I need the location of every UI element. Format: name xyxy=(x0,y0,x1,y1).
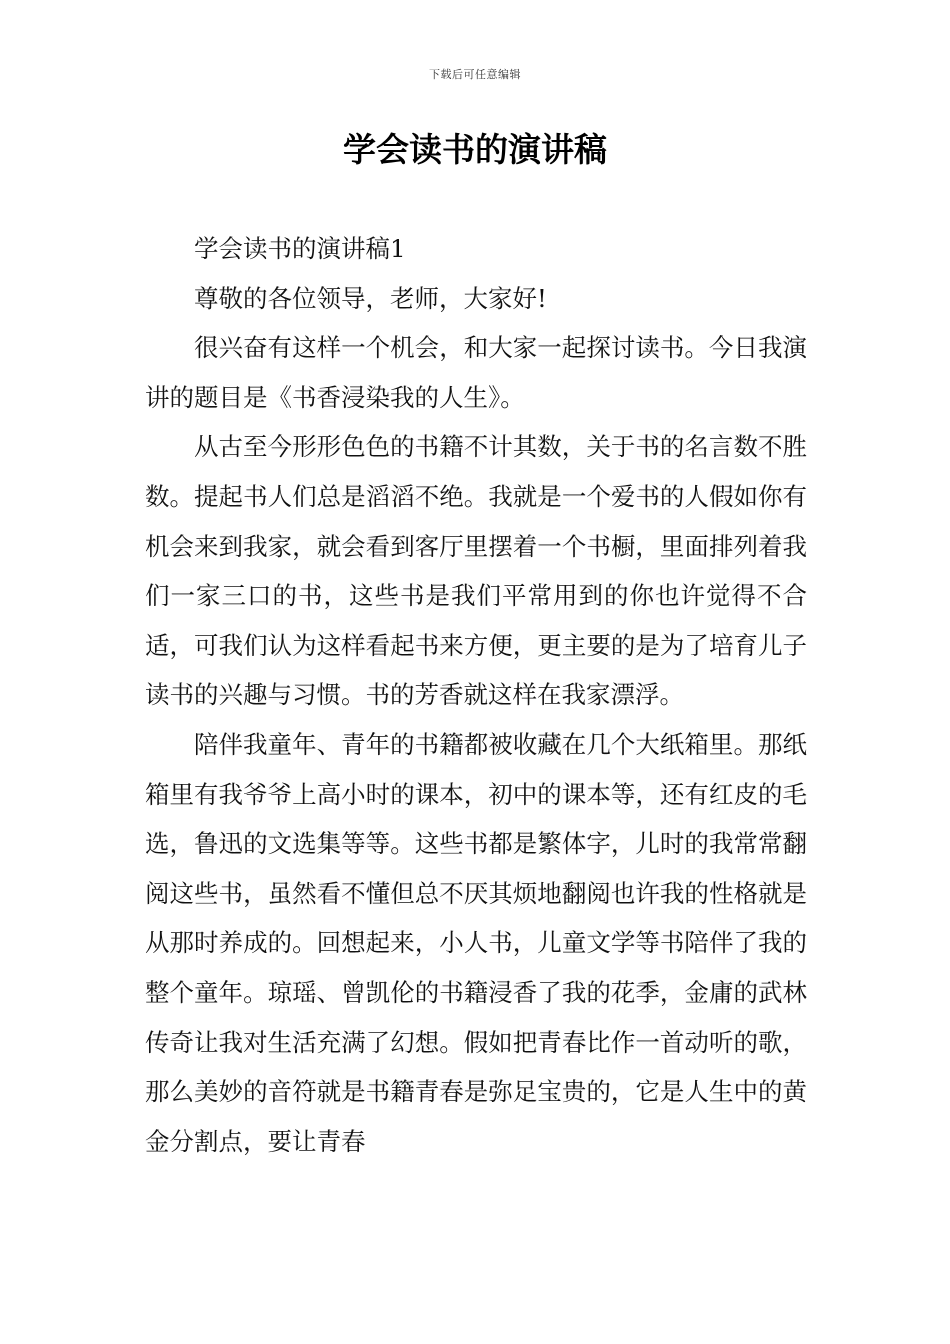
document-body xyxy=(145,224,807,1166)
paragraph: 陪伴我童年、青年的书籍都被收藏在几个大纸箱里。那纸箱里有我爷爷上高小时的课本，初中的课本等，还有红皮的毛选，鲁迅的文选集等等。这些书都是繁体字，儿时的我常常翻阅这些书，虽然看不懂但总不厌其烦地翻阅也许我的性格就是从那时养成的。回想起来，小人书，儿童文学等书陪伴了我的整个童年。琼瑶、曾凯伦的书籍浸香了我的花季，金庸的武林传奇让我对生活充满了幻想。假如把青春比作一首动听的歌，那么美妙的音符就是书籍青春是弥足宝贵的，它是人生中的黄金分割点，要让青春 xyxy=(145,729,807,1156)
header-note: 下载后可任意编辑 xyxy=(429,68,521,81)
paragraph: 很兴奋有这样一个机会，和大家一起探讨读书。今日我演讲的题目是《书香浸染我的人生》。 xyxy=(145,333,807,412)
document-title: 学会读书的演讲稿 xyxy=(343,130,607,169)
paragraph-greeting: 尊敬的各位领导，老师，大家好! xyxy=(194,283,547,313)
paragraph-heading: 学会读书的演讲稿1 xyxy=(194,234,406,263)
paragraph: 从古至今形形色色的书籍不计其数，关于书的名言数不胜数。提起书人们总是滔滔不绝。我就是一个爱书的人假如你有机会来到我家，就会看到客厅里摆着一个书橱，里面排列着我们一家三口的书，这些书是我们平常用到的你也许觉得不合适，可我们认为这样看起书来方便，更主要的是为了培育儿子读书的兴趣与习惯。书的芳香就这样在我家漂浮。 xyxy=(145,432,807,710)
